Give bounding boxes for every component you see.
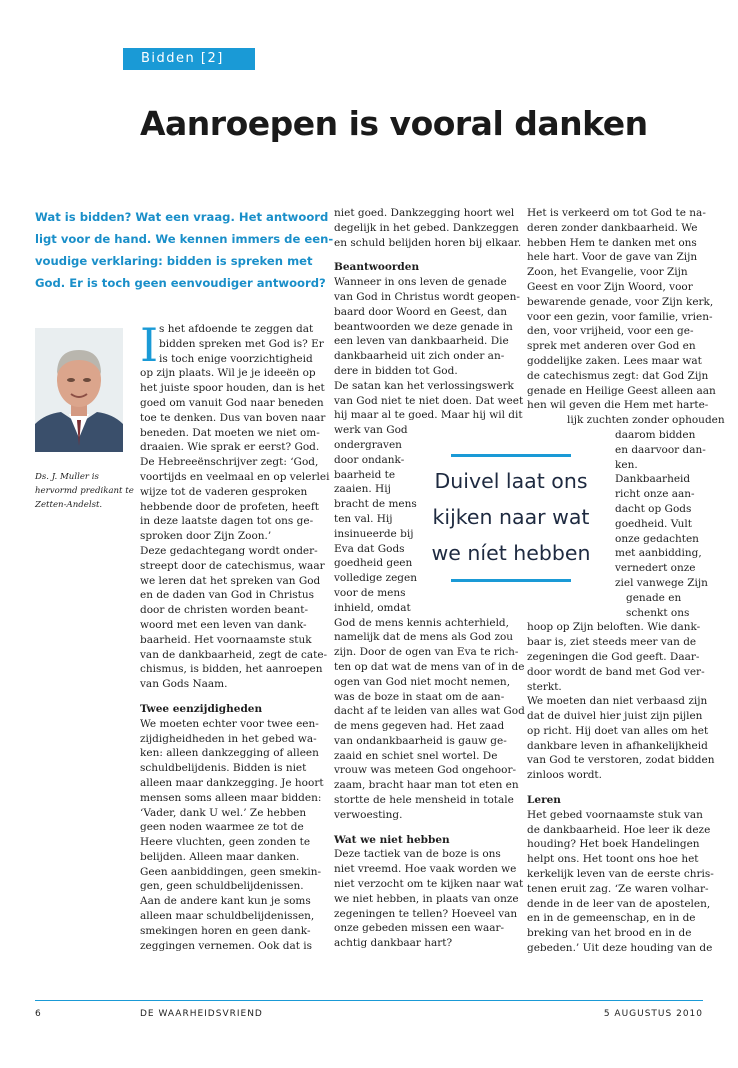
- pull-quote-rule: [451, 579, 571, 582]
- footer-rule: [35, 1000, 703, 1001]
- text-line: sproken door Zijn Zoon.’: [140, 530, 272, 543]
- text-line: ondergraven: [334, 438, 402, 451]
- text-line: lijk zuchten zonder ophouden: [567, 414, 725, 427]
- text-line: beantwoorden we deze genade in: [334, 320, 513, 333]
- text-line: baard door Woord en Geest, dan: [334, 305, 507, 318]
- text-line: baarheid te: [334, 468, 396, 481]
- author-photo: [35, 328, 123, 452]
- pull-quote-line: kijken naar wat: [432, 505, 590, 529]
- text-line: goddelijke zaken. Lees maar wat: [527, 354, 702, 367]
- text-line: het juiste spoor houden, dan is het: [140, 382, 325, 395]
- text-line: in deze laatste dagen tot ons ge-: [140, 515, 314, 528]
- text-line: sterkt.: [527, 680, 562, 693]
- text-line: en de daden van God in Christus: [140, 589, 315, 602]
- text-line: niet goed. Dankzegging hoort wel: [334, 207, 515, 219]
- text-line: van God in Christus wordt geopen-: [334, 290, 520, 303]
- page-number: 6: [35, 1009, 42, 1019]
- text-line: streept door de catechismus, waar: [140, 559, 325, 572]
- text-line: tenen eruit zag. ‘Ze waren volhar-: [527, 882, 709, 895]
- text-line: onze gedachten: [615, 532, 699, 545]
- text-line: helpt ons. Het toont ons hoe het: [527, 853, 699, 866]
- text-line: voor een gezin, voor familie, vrien-: [527, 310, 713, 323]
- subheading: Leren: [527, 794, 561, 807]
- text-line: en daarvoor dan-: [615, 443, 706, 456]
- pull-quote-line: we níet hebben: [431, 541, 591, 565]
- text-line: draaien. Wie sprak er eerst? God.: [140, 441, 320, 454]
- text-line: zijn. Door de ogen van Eva te rich-: [334, 646, 519, 659]
- text-line: een leven van dankbaarheid. Die: [334, 335, 509, 348]
- text-line: smekingen horen en geen dank-: [140, 924, 311, 937]
- text-line: ten op dat wat de mens van of in de: [334, 660, 525, 673]
- pull-quote: [424, 454, 598, 582]
- text-line: dacht af te leiden van alles wat God: [334, 705, 525, 718]
- text-line: Wanneer in ons leven de genade: [334, 276, 507, 289]
- text-line: s het afdoende te zeggen dat: [159, 323, 314, 335]
- text-line: door de christen worden beant-: [140, 604, 309, 617]
- text-line: toe te denken. Dus van boven naar: [140, 411, 326, 424]
- text-line: Geen aanbiddingen, geen smekin-: [140, 865, 322, 878]
- text-line: van ondankbaarheid is gauw ge-: [334, 734, 507, 747]
- text-line: Geest en voor Zijn Woord, voor: [527, 280, 693, 293]
- text-line: Dankbaarheid: [615, 473, 691, 486]
- text-line: inhield, omdat: [334, 601, 411, 614]
- text-line: genade en Heilige Geest alleen aan: [527, 384, 716, 397]
- text-line: zinloos wordt.: [527, 769, 602, 782]
- text-line: Eva dat Gods: [334, 542, 405, 555]
- text-line: we leren dat het spreken van God: [140, 574, 321, 587]
- drop-cap: I: [140, 318, 159, 372]
- text-line: zeggingen vernemen. Ook dat is: [140, 939, 313, 952]
- text-line: beneden. Dat moeten we niet om-: [140, 426, 320, 439]
- text-line: gebeden.’ Uit deze houding van de: [527, 942, 713, 955]
- text-line: dankbare leven in afhankelijkheid: [527, 739, 708, 752]
- text-line: volledige zegen: [334, 572, 417, 585]
- text-line: is toch enige voorzichtigheid: [159, 352, 313, 365]
- text-line: hij maar al te goed. Maar hij wil dit: [334, 409, 523, 422]
- text-line: De Hebreeënschrijver zegt: ‘God,: [140, 456, 319, 469]
- text-line: voortijds en veelmaal en op velerlei: [140, 470, 330, 483]
- text-line: genade en: [626, 591, 682, 604]
- text-line: breking van het brood en in de: [527, 927, 692, 940]
- text-line: Deze gedachtegang wordt onder-: [140, 544, 318, 557]
- caption-line: Zetten-Andelst.: [35, 500, 103, 510]
- text-line: onze gebeden missen een waar-: [334, 922, 505, 935]
- text-line: Het gebed voornaamste stuk van: [527, 808, 703, 821]
- text-line: niet verzocht om te kijken naar wat: [334, 878, 524, 891]
- caption-line: hervormd predikant te: [35, 486, 134, 496]
- text-line: achtig dankbaar hart?: [334, 937, 453, 950]
- text-line: woord met een leven van dank-: [140, 618, 307, 631]
- article-title: Aanroepen is vooral danken: [140, 104, 648, 143]
- text-line: stortte de hele mensheid in totale: [334, 794, 514, 807]
- text-line: Heere vluchten, geen zonden te: [140, 836, 311, 849]
- subheading: Beantwoorden: [334, 261, 420, 274]
- text-line: hebben Hem te danken met ons: [527, 236, 697, 249]
- intro-line: voudige verklaring: bidden is spreken met: [35, 254, 313, 268]
- text-line: geen noden waarmee ze tot de: [140, 821, 304, 834]
- text-line: goed om vanuit God naar beneden: [140, 396, 324, 409]
- text-line: ziel vanwege Zijn: [615, 576, 708, 589]
- text-line: bidden spreken met God is? Er: [159, 337, 324, 350]
- text-line: degelijk in het gebed. Dankzeggen: [334, 221, 519, 234]
- text-line: hen wil geven die Hem met harte-: [527, 399, 709, 412]
- text-line: Deze tactiek van de boze is ons: [334, 848, 501, 861]
- text-line: dankbaarheid uit zich onder an-: [334, 350, 505, 363]
- intro-line: God. Er is toch geen eenvoudiger antwoord?: [35, 276, 326, 290]
- text-line: hele hart. Voor de gave van Zijn: [527, 251, 698, 264]
- text-line: zijdigheidheden in het gebed wa-: [140, 732, 317, 745]
- issue-date: 5 AUGUSTUS 2010: [603, 1009, 703, 1019]
- text-line: de catechismus zegt: dat God Zijn: [527, 369, 709, 382]
- text-line: goedheid. Vult: [615, 517, 692, 530]
- text-line: daarom bidden: [615, 428, 696, 441]
- pull-quote-rule: [451, 454, 571, 457]
- text-line: richt onze aan-: [615, 488, 695, 501]
- text-line: zegeningen die God geeft. Daar-: [527, 650, 700, 663]
- text-line: zaam, bracht haar man tot eten en: [334, 779, 519, 792]
- section-tag: Bidden [2]: [123, 48, 255, 70]
- text-line: zaaien. Hij: [334, 483, 391, 496]
- intro-line: ligt voor de hand. We kennen immers de een-: [35, 232, 334, 246]
- text-line: van de dankbaarheid, zegt de cate-: [140, 648, 328, 661]
- text-line: kerkelijk leven van de eerste chris-: [527, 868, 714, 881]
- text-line: schuldbelijdenis. Bidden is niet: [140, 762, 307, 775]
- text-line: De satan kan het verlossingswerk: [334, 379, 514, 392]
- text-line: ‘Vader, dank U wel.’ Ze hebben: [140, 806, 307, 819]
- text-line: hoop op Zijn beloften. Wie dank-: [527, 621, 701, 634]
- text-line: bracht de mens: [334, 498, 417, 511]
- text-line: Zoon, het Evangelie, voor Zijn: [527, 266, 688, 279]
- text-line: chismus, is bidden, het aanroepen: [140, 663, 323, 676]
- text-line: gen, geen schuldbelijdenissen.: [140, 880, 304, 893]
- text-line: ken.: [615, 458, 638, 471]
- subheading: Twee eenzijdigheden: [140, 702, 263, 715]
- text-line: was de boze in staat om de aan-: [334, 690, 505, 703]
- intro-text: [35, 206, 334, 294]
- text-line: bewarende genade, voor Zijn kerk,: [527, 295, 714, 308]
- text-line: belijden. Alleen maar danken.: [140, 850, 300, 863]
- column-1: [140, 318, 330, 953]
- text-line: ten val. Hij: [334, 512, 393, 525]
- text-line: voor de mens: [334, 586, 406, 599]
- text-line: alleen maar schuldbelijdenissen,: [140, 910, 315, 923]
- text-line: dat de duivel hier juist zijn pijlen: [527, 710, 703, 723]
- text-line: den, voor vrijheid, voor een ge-: [527, 325, 694, 338]
- text-line: dende in de leer van de apostelen,: [527, 897, 711, 910]
- text-line: de mens gegeven had. Het zaad: [334, 720, 505, 733]
- text-line: vernedert onze: [615, 562, 696, 575]
- caption-line: Ds. J. Muller is: [35, 472, 99, 482]
- text-line: hebbende door de profeten, heeft: [140, 500, 319, 513]
- text-line: ogen van God niet mocht nemen,: [334, 675, 511, 688]
- text-line: alleen maar dankzegging. Je hoort: [140, 776, 324, 789]
- text-line: op richt. Hij doet van alles om het: [527, 724, 709, 737]
- text-line: we niet hebben, in plaats van onze: [334, 892, 519, 905]
- text-line: houding? Het boek Handelingen: [527, 838, 700, 851]
- text-line: dere in bidden tot God.: [334, 364, 458, 377]
- text-line: wijze tot de vaderen gesproken: [140, 485, 308, 498]
- text-line: deren zonder dankbaarheid. We: [527, 221, 698, 234]
- text-line: Aan de andere kant kun je soms: [140, 895, 311, 908]
- text-line: baar is, ziet steeds meer van de: [527, 636, 697, 649]
- text-line: baarheid. Het voornaamste stuk: [140, 633, 312, 646]
- text-line: goedheid geen: [334, 557, 413, 570]
- magazine-name: DE WAARHEIDSVRIEND: [140, 1009, 263, 1019]
- text-line: op zijn plaats. Wil je je ideeën op: [140, 367, 316, 380]
- text-line: ken: alleen dankzegging of alleen: [140, 747, 319, 760]
- text-line: werk van God: [334, 424, 408, 437]
- text-line: vrouw was meteen God ongehoor-: [334, 764, 517, 777]
- text-line: schenkt ons: [626, 606, 690, 619]
- text-line: van God niet te niet doen. Dat weet: [334, 394, 524, 407]
- text-line: niet vreemd. Hoe vaak worden we: [334, 863, 517, 876]
- text-line: insinueerde bij: [334, 527, 414, 540]
- photo-caption: [35, 470, 134, 512]
- intro-line: Wat is bidden? Wat een vraag. Het antwoord: [35, 210, 329, 224]
- text-line: verwoesting.: [334, 808, 403, 821]
- text-line: zegeningen te tellen? Hoeveel van: [334, 907, 518, 920]
- text-line: zaaid en schiet snel wortel. De: [334, 749, 498, 762]
- text-line: de dankbaarheid. Hoe leer ik deze: [527, 823, 711, 836]
- text-line: Het is verkeerd om tot God te na-: [527, 207, 706, 219]
- text-line: We moeten dan niet verbaasd zijn: [527, 695, 708, 708]
- text-line: en in de gemeenschap, en in de: [527, 912, 696, 925]
- text-line: door wordt de band met God ver-: [527, 665, 705, 678]
- text-line: met aanbidding,: [615, 547, 702, 560]
- text-line: namelijk dat de mens als God zou: [334, 631, 514, 644]
- text-line: dacht op Gods: [615, 502, 692, 515]
- text-line: We moeten echter voor twee een-: [140, 717, 319, 730]
- text-line: mensen soms alleen maar bidden:: [140, 791, 322, 804]
- subheading: Wat we niet hebben: [334, 833, 450, 846]
- text-line: van God te verstoren, zodat bidden: [527, 754, 715, 767]
- text-line: God de mens kennis achterhield,: [334, 616, 509, 629]
- pull-quote-line: Duivel laat ons: [434, 469, 588, 493]
- text-line: van Gods Naam.: [140, 678, 228, 691]
- text-line: en schuld belijden horen bij elkaar.: [334, 236, 522, 249]
- text-line: sprek met anderen over God en: [527, 340, 696, 353]
- text-line: door ondank-: [334, 453, 405, 466]
